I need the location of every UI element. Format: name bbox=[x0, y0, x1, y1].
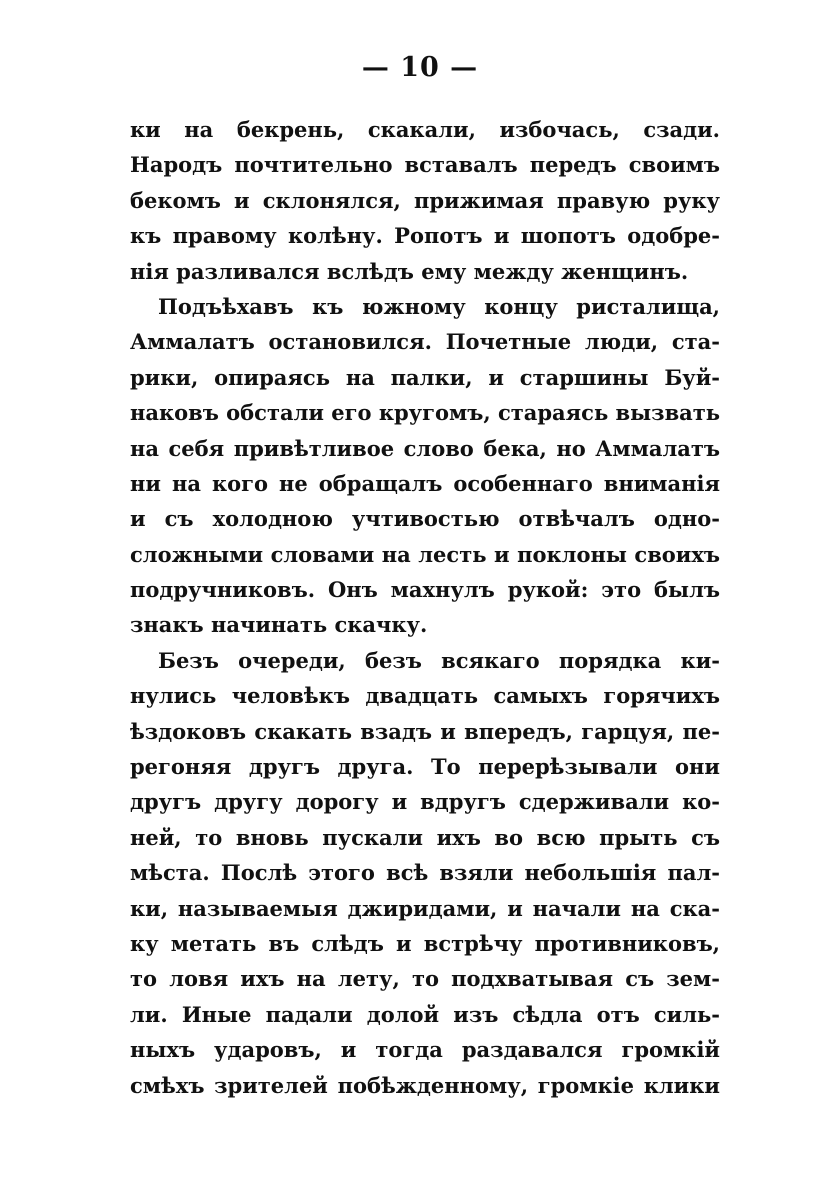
text-line: ки на бекрень, скакали, избочась, сзади. bbox=[130, 117, 720, 142]
text-line: наковъ обстали его кругомъ, стараясь вызвать bbox=[130, 400, 720, 426]
text-line: рики, опираясь на палки, и старшины Буй- bbox=[130, 364, 720, 390]
text-line: сложными словами на лесть и поклоны своихъ bbox=[130, 541, 720, 567]
text-line: подручниковъ. Онъ махнулъ рукой: это былъ bbox=[130, 577, 720, 603]
text-line: регоняя другъ друга. То перерѣзывали они bbox=[130, 754, 720, 780]
text-line: ныхъ ударовъ, и тогда раздавался громкій bbox=[130, 1037, 720, 1063]
text-line: Аммалатъ остановился. Почетные люди, ста- bbox=[130, 329, 720, 355]
text-line: ни на кого не обращалъ особеннаго вниманія bbox=[130, 470, 720, 496]
text-line: и съ холодною учтивостью отвѣчалъ одно- bbox=[130, 506, 720, 532]
page-number: — 10 — bbox=[361, 52, 479, 83]
text-line: то ловя ихъ на лету, то подхватывая съ зем- bbox=[130, 966, 720, 992]
text-line: ки, называемыя джиридами, и начали на ска- bbox=[130, 895, 720, 921]
text-line: Народъ почтительно вставалъ передъ своимъ bbox=[130, 152, 720, 178]
text-line: мѣста. Послѣ этого всѣ взяли небольшія пал- bbox=[130, 860, 720, 886]
text-line: смѣхъ зрителей побѣжденному, громкіе клики bbox=[130, 1072, 720, 1098]
paragraph-2 bbox=[130, 289, 720, 643]
text-line: нія разливался вслѣдъ ему между женщинъ. bbox=[130, 258, 689, 284]
text-line: знакъ начинать скачку. bbox=[130, 612, 428, 638]
paragraph-1 bbox=[130, 112, 720, 289]
text-line: нулись человѣкъ двадцать самыхъ горячихъ bbox=[130, 683, 720, 709]
body-text bbox=[130, 112, 720, 1103]
text-line: на себя привѣтливое слово бека, но Аммалатъ bbox=[130, 435, 720, 461]
paragraph-3 bbox=[130, 643, 720, 1103]
text-line: ку метать въ слѣдъ и встрѣчу противниковъ, bbox=[130, 930, 720, 956]
text-line: бекомъ и склонялся, прижимая правую руку bbox=[130, 187, 720, 213]
text-line: ѣздоковъ скакать взадъ и впередъ, гарцуя, пе- bbox=[130, 718, 720, 744]
text-line: Безъ очереди, безъ всякаго порядка ки- bbox=[158, 647, 720, 673]
text-line: ли. Иные падали долой изъ сѣдла отъ силь- bbox=[130, 1001, 720, 1027]
text-line: Подъѣхавъ къ южному концу ристалища, bbox=[158, 293, 720, 319]
text-line: ней, то вновь пускали ихъ во всю прыть съ bbox=[130, 824, 720, 850]
text-line: къ правому колѣну. Ропотъ и шопотъ одобре- bbox=[130, 223, 720, 249]
text-line: другъ другу дорогу и вдругъ сдерживали ко- bbox=[130, 789, 720, 815]
